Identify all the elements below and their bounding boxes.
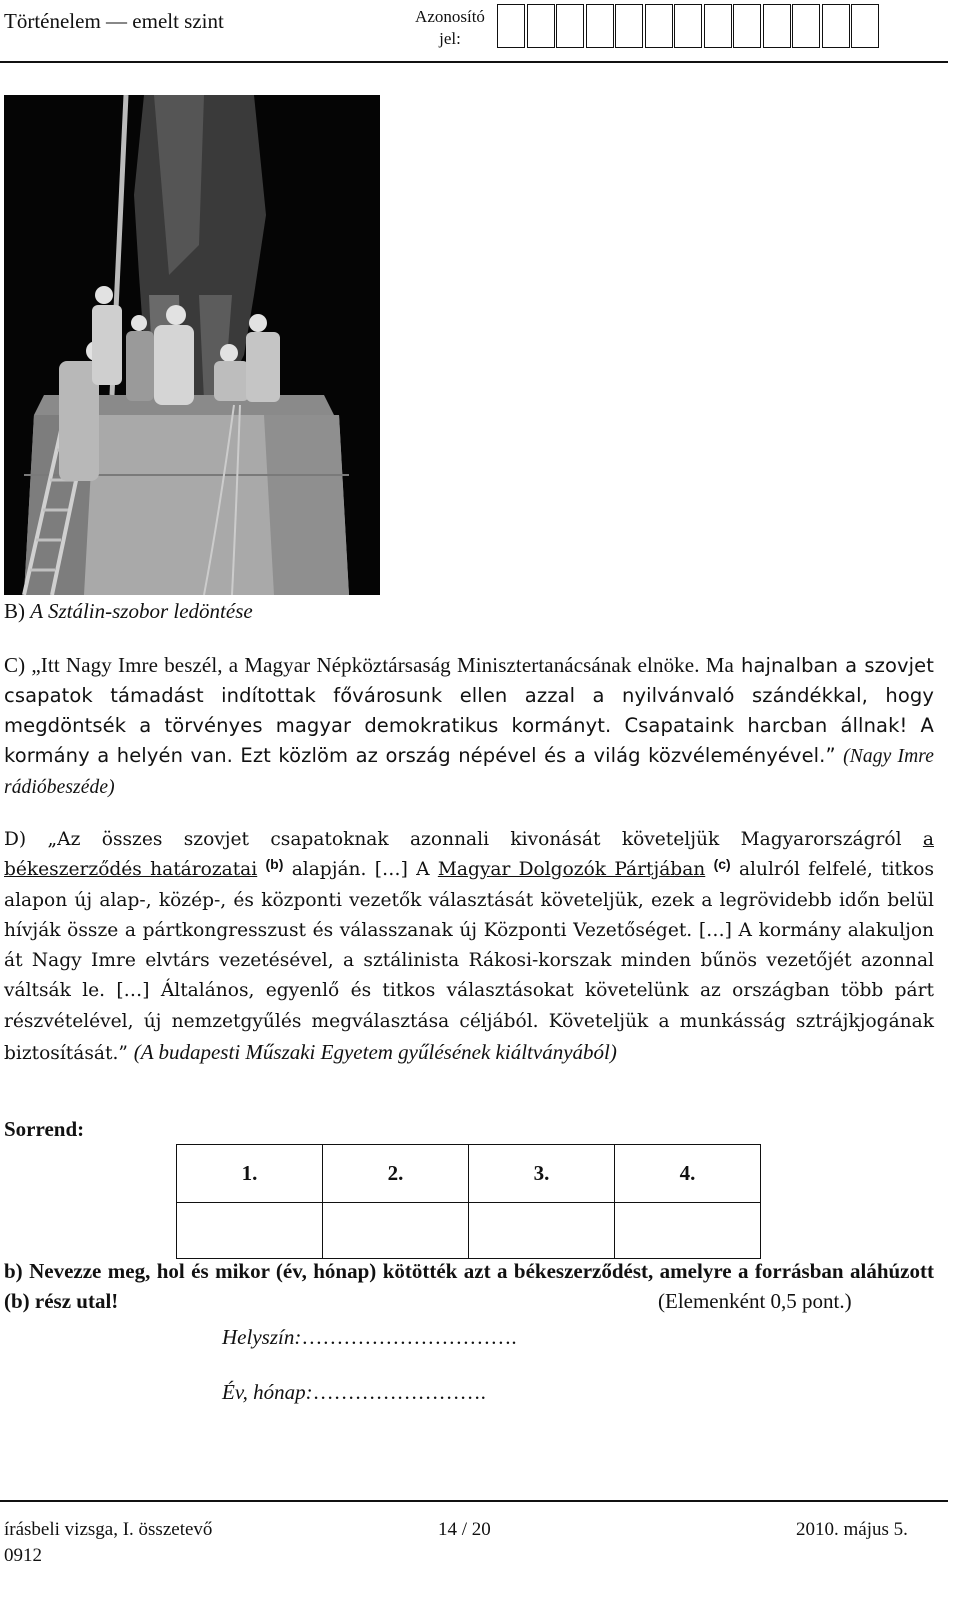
header-rule xyxy=(0,61,948,63)
order-header-2: 2. xyxy=(323,1145,469,1203)
subject-title: Történelem — emelt szint xyxy=(4,9,224,33)
underline-c: Magyar Dolgozók Pártjában xyxy=(437,859,706,881)
id-box[interactable] xyxy=(615,4,643,48)
source-c-label: C) xyxy=(4,653,32,677)
source-c-attribution: (Nagy Imre rádióbeszéde) xyxy=(4,746,934,798)
mark-c: (c) xyxy=(713,856,731,873)
caption-title: A Sztálin-szobor ledöntése xyxy=(30,599,253,623)
source-d-attribution: (A budapesti Műszaki Egyetem gyűlésének kiáltványából) xyxy=(133,1040,617,1065)
footer-page: 14 / 20 xyxy=(438,1519,491,1540)
id-box[interactable] xyxy=(645,4,673,48)
id-box[interactable] xyxy=(733,4,761,48)
source-d-part1: D) „Az összes szovjet csapatoknak azonnali kivonását követeljük Magyarországról xyxy=(4,829,923,850)
mark-b: (b) xyxy=(265,856,284,873)
source-d-part3: alulról felfelé, titkos alapon új alap-, közép-, és központi vezetők választását követeljük, ezek a legrövidebb időn belül hívják össze a pártkongresszust és válasszanak új Központi Vezetőséget. […] A kormány alakuljon át Nagy Imre elvtárs vezetésével, a sztálinista Rákosi-korszak minden bűnös vezetőjét azonnal váltsák le. […] Általános, egyenlő és titkos választásokat követelünk az országban több párt részvételével, új nemzetgyűlés megválasztása céljából. Követeljük a munkásság sztrájkjogának biztosítását.” xyxy=(4,859,934,1065)
id-box[interactable] xyxy=(674,4,702,48)
page-header xyxy=(0,0,960,64)
source-c-body: hajnalban a szovjet csapatok támadást indítottak fővárosunk ellen azzal a nyilvánvaló szándékkal, hogy megdöntsék a törvényes magyar demokratikus kormányt. Csapataink harcban állnak! A kormány a helyén van. Ezt közlöm az ország népével és a világ közvéleményével.” xyxy=(4,654,934,767)
place-label: Helyszín: xyxy=(222,1325,302,1349)
id-box[interactable] xyxy=(792,4,820,48)
place-dots[interactable]: …………………………. xyxy=(301,1325,517,1349)
footer-date: 2010. május 5. xyxy=(796,1519,908,1540)
order-header-4: 4. xyxy=(615,1145,761,1203)
order-header-1: 1. xyxy=(177,1145,323,1203)
id-box[interactable] xyxy=(763,4,791,48)
caption-label: B) xyxy=(4,599,31,623)
order-header-3: 3. xyxy=(469,1145,615,1203)
source-c-first-line: „Itt Nagy Imre beszél, a Magyar Népköztársaság Minisztertanácsának elnöke. Ma xyxy=(31,653,734,677)
id-box[interactable] xyxy=(851,4,879,48)
date-answer[interactable] xyxy=(222,1380,486,1405)
id-box[interactable] xyxy=(497,4,525,48)
date-dots[interactable]: ……………………. xyxy=(312,1380,486,1404)
id-box[interactable] xyxy=(822,4,850,48)
place-answer[interactable] xyxy=(222,1325,517,1350)
photo-statue-icon xyxy=(4,95,380,595)
footer-rule xyxy=(0,1500,948,1502)
order-answer-1[interactable] xyxy=(177,1203,323,1259)
id-box[interactable] xyxy=(527,4,555,48)
id-box[interactable] xyxy=(586,4,614,48)
order-label: Sorrend: xyxy=(4,1117,85,1141)
date-label: Év, hónap: xyxy=(222,1380,313,1404)
footer-exam: írásbeli vizsga, I. összetevő xyxy=(4,1519,213,1540)
footer-code: 0912 xyxy=(4,1545,42,1566)
id-boxes xyxy=(497,4,881,48)
question-b xyxy=(4,1256,934,1316)
order-table xyxy=(176,1144,761,1259)
underline-b: a békeszerződés határozatai xyxy=(4,829,934,881)
order-answer-2[interactable] xyxy=(323,1203,469,1259)
source-c xyxy=(4,650,934,803)
order-answer-3[interactable] xyxy=(469,1203,615,1259)
source-d-part2: alapján. […] A xyxy=(283,859,438,881)
order-answer-4[interactable] xyxy=(615,1203,761,1259)
id-label: Azonosító jel: xyxy=(415,7,485,48)
source-d xyxy=(4,825,934,1069)
id-box[interactable] xyxy=(704,4,732,48)
photo-caption xyxy=(4,596,934,626)
question-b-points: (Elemenként 0,5 pont.) xyxy=(658,1289,852,1313)
id-box[interactable] xyxy=(556,4,584,48)
question-b-text: b) Nevezze meg, hol és mikor (év, hónap) kötötték azt a békeszerződést, amelyre a forrásban aláhúzott (b) rész utal! xyxy=(4,1259,934,1313)
